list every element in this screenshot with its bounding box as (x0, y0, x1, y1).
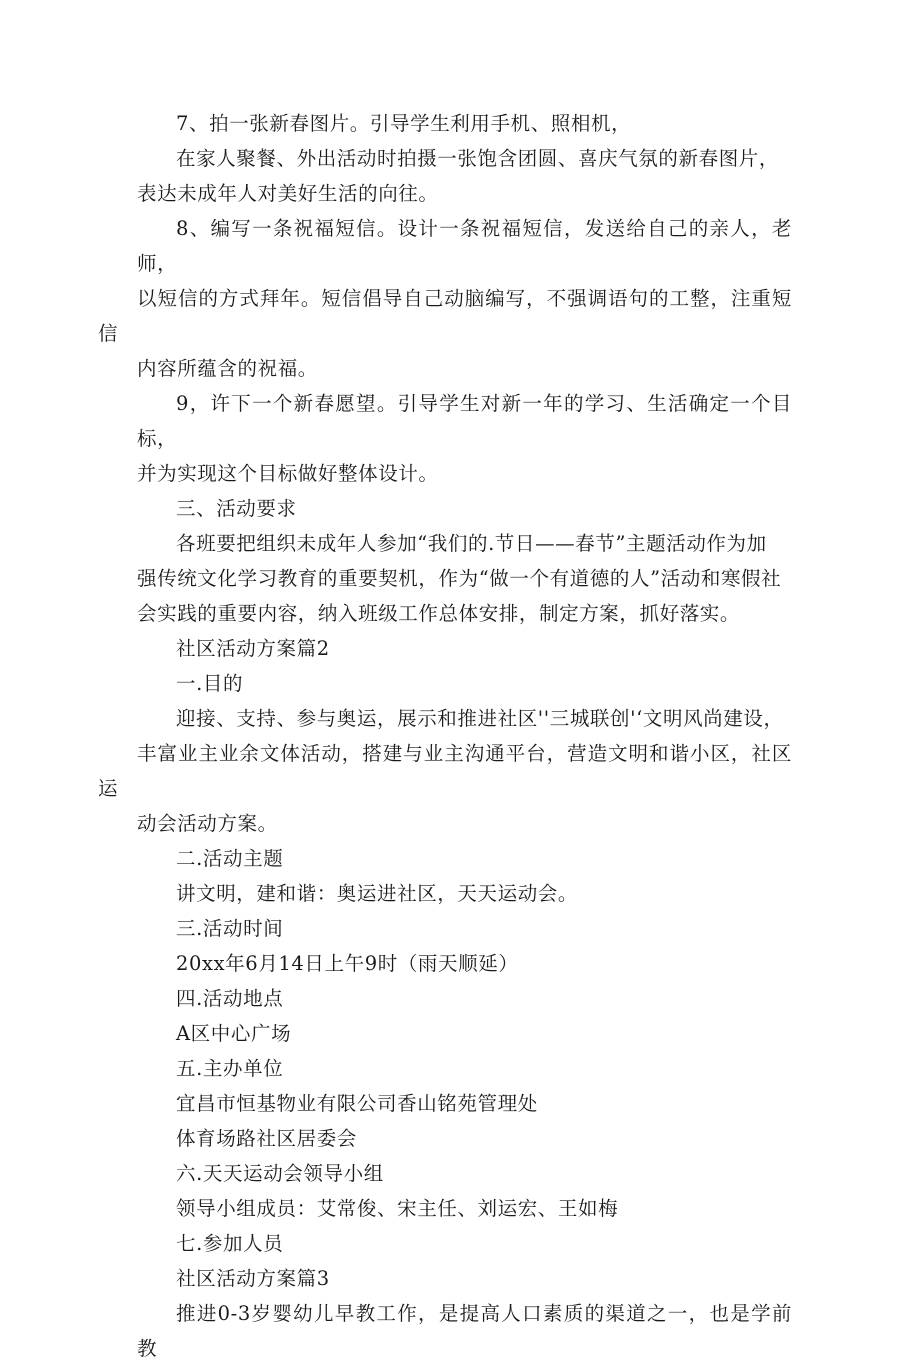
heading-text: 一.目的 (176, 672, 244, 695)
text-line: 各班要把组织未成年人参加“我们的.节日——春节”主题活动作为加 (176, 532, 767, 555)
paragraph-location (137, 1016, 792, 1051)
heading-text: 三、活动要求 (176, 497, 297, 520)
heading-text: 社区活动方案篇2 (176, 637, 330, 660)
paragraph-item-7-continued (137, 141, 792, 211)
section-heading-requirements (137, 491, 792, 526)
text-line: 在家人聚餐、外出活动时拍摄一张饱含团圆、喜庆气氛的新春图片， (176, 147, 780, 170)
paragraph-item-7 (137, 106, 792, 141)
text-line: 以短信的方式拜年。短信倡导自己动脑编写，不强调语句的工整，注重短信 (98, 287, 792, 345)
document-page (98, 106, 792, 1366)
paragraph-theme (137, 876, 792, 911)
paragraph-organizer-1 (137, 1086, 792, 1121)
text-line: 20xx年6月14日上午9时（雨天顺延） (176, 952, 519, 975)
text-line: 会实践的重要内容，纳入班级工作总体安排，制定方案，抓好落实。 (137, 602, 741, 625)
text-line: 8、编写一条祝福短信。设计一条祝福短信，发送给自己的亲人，老师， (137, 217, 792, 275)
heading-text: 社区活动方案篇3 (176, 1267, 330, 1290)
text-line: 表达未成年人对美好生活的向往。 (137, 182, 439, 205)
heading-text: 三.活动时间 (176, 917, 284, 940)
text-line: 7、拍一张新春图片。引导学生利用手机、照相机， (176, 112, 632, 135)
heading-text: 二.活动主题 (176, 847, 284, 870)
subheading-location (137, 981, 792, 1016)
paragraph-item-9 (137, 386, 792, 491)
heading-text: 七.参加人员 (176, 1232, 284, 1255)
text-line: 强传统文化学习教育的重要契机，作为“做一个有道德的人”活动和寒假社 (137, 567, 782, 590)
text-line: 9，许下一个新春愿望。引导学生对新一年的学习、生活确定一个目标， (137, 392, 792, 450)
text-line: 宜昌市恒基物业有限公司香山铭苑管理处 (176, 1092, 538, 1115)
text-line: 迎接、支持、参与奥运，展示和推进社区''三城联创'‘文明风尚建设， (176, 707, 784, 730)
text-line: 丰富业主业余文体活动，搭建与业主沟通平台，营造文明和谐小区，社区运 (98, 742, 792, 800)
heading-text: 五.主办单位 (176, 1057, 284, 1080)
section-heading-plan-3 (137, 1261, 792, 1296)
paragraph-time (137, 946, 792, 981)
text-line: 动会活动方案。 (137, 812, 278, 835)
text-line: 推进0-3岁婴幼儿早教工作，是提高人口素质的渠道之一，也是学前教 (137, 1302, 792, 1360)
paragraph-leadership (137, 1191, 792, 1226)
subheading-time (137, 911, 792, 946)
paragraph-organizer-2 (137, 1121, 792, 1156)
section-heading-plan-2 (137, 631, 792, 666)
subheading-participants (137, 1226, 792, 1261)
subheading-theme (137, 841, 792, 876)
text-line: A区中心广场 (176, 1022, 292, 1045)
subheading-leadership (137, 1156, 792, 1191)
subheading-purpose (137, 666, 792, 701)
paragraph-requirements (137, 526, 792, 631)
paragraph-item-8 (98, 211, 792, 386)
heading-text: 四.活动地点 (176, 987, 284, 1010)
text-line: 体育场路社区居委会 (176, 1127, 357, 1150)
text-line: 内容所蕴含的祝福。 (137, 357, 318, 380)
subheading-organizer (137, 1051, 792, 1086)
paragraph-purpose (98, 701, 792, 841)
text-line: 讲文明，建和谐：奥运进社区，天天运动会。 (176, 882, 579, 905)
text-line: 并为实现这个目标做好整体设计。 (137, 462, 439, 485)
paragraph-plan-3 (137, 1296, 792, 1366)
heading-text: 六.天天运动会领导小组 (176, 1162, 384, 1185)
text-line: 领导小组成员：艾常俊、宋主任、刘运宏、王如梅 (176, 1197, 619, 1220)
